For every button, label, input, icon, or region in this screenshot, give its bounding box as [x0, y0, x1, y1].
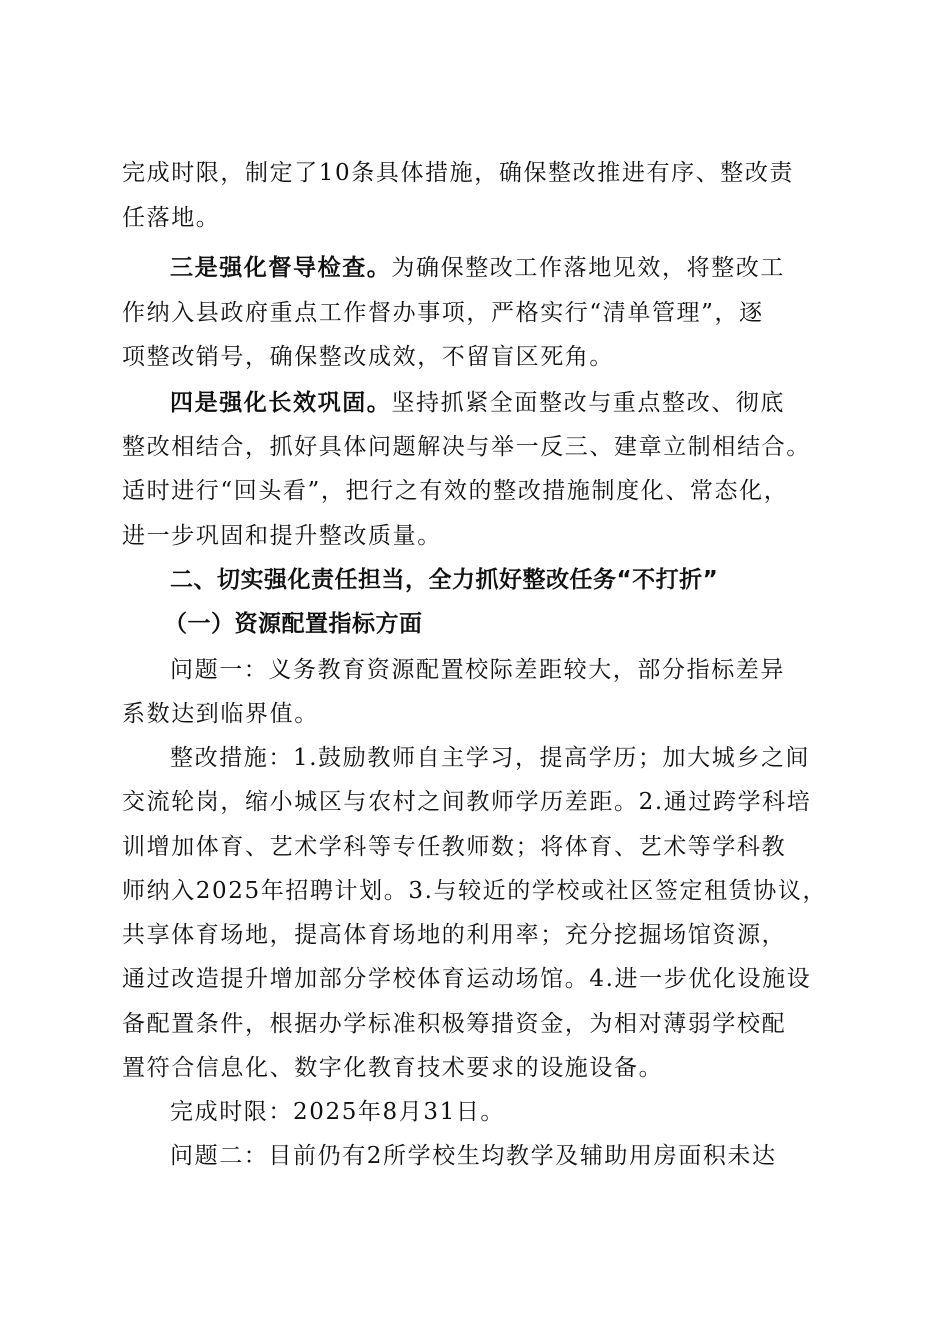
- paragraph-line: 问题二：目前仍有2所学校生均教学及辅助用房面积未达: [170, 1143, 777, 1169]
- paragraph-line: 适时进行“回头看”，把行之有效的整改措施制度化、常态化，: [122, 478, 789, 504]
- paragraph-lead: 四是强化长效巩固。: [170, 389, 392, 416]
- paragraph-text: 坚持抓紧全面整改与重点整改、彻底: [391, 390, 786, 416]
- paragraph-line: 交流轮岗，缩小城区与农村之间教师学历差距。2.通过跨学科培: [122, 789, 812, 815]
- section-heading: 二、切实强化责任担当，全力抓好整改任务“不打折”: [170, 567, 719, 593]
- paragraph-line: 任落地。: [122, 205, 221, 231]
- paragraph-text: 为确保整改工作落地见效，将整改工: [391, 255, 786, 281]
- paragraph-line: 系数达到临界值。: [122, 701, 319, 727]
- paragraph-line: 通过改造提升增加部分学校体育运动场馆。4.进一步优化设施设: [122, 966, 812, 992]
- paragraph-line: 师纳入2025年招聘计划。3.与较近的学校或社区签定租赁协议，: [122, 878, 828, 904]
- paragraph-line: [170, 253, 850, 283]
- paragraph-line: 备配置条件，根据办学标准积极筹措资金，为相对薄弱学校配: [122, 1011, 787, 1037]
- paragraph-lead: 三是强化督导检查。: [170, 254, 392, 281]
- paragraph-line: 训增加体育、艺术学科等专任教师数；将体育、艺术等学科教: [122, 834, 787, 860]
- deadline-line: 完成时限：2025年8月31日。: [170, 1099, 506, 1125]
- paragraph-line: 置符合信息化、数字化教育技术要求的设施设备。: [122, 1055, 664, 1081]
- subsection-heading: （一）资源配置指标方面: [164, 611, 423, 637]
- paragraph-line: 进一步巩固和提升整改质量。: [122, 523, 442, 549]
- paragraph-line: 作纳入县政府重点工作督办事项，严格实行“清单管理”，逐: [122, 300, 764, 326]
- paragraph-line: 整改相结合，抓好具体问题解决与举一反三、建章立制相结合。: [122, 434, 811, 460]
- paragraph-line: 问题一：义务教育资源配置校际差距较大，部分指标差异: [170, 657, 785, 683]
- paragraph-line: 共享体育场地，提高体育场地的利用率；充分挖掘场馆资源，: [122, 922, 787, 948]
- paragraph-line: 项整改销号，确保整改成效，不留盲区死角。: [122, 344, 614, 370]
- paragraph-line: [170, 388, 850, 418]
- paragraph-line: 完成时限，制定了10条具体措施，确保整改推进有序、整改责: [122, 160, 795, 186]
- paragraph-line: 整改措施：1.鼓励教师自主学习，提高学历；加大城乡之间: [170, 745, 811, 771]
